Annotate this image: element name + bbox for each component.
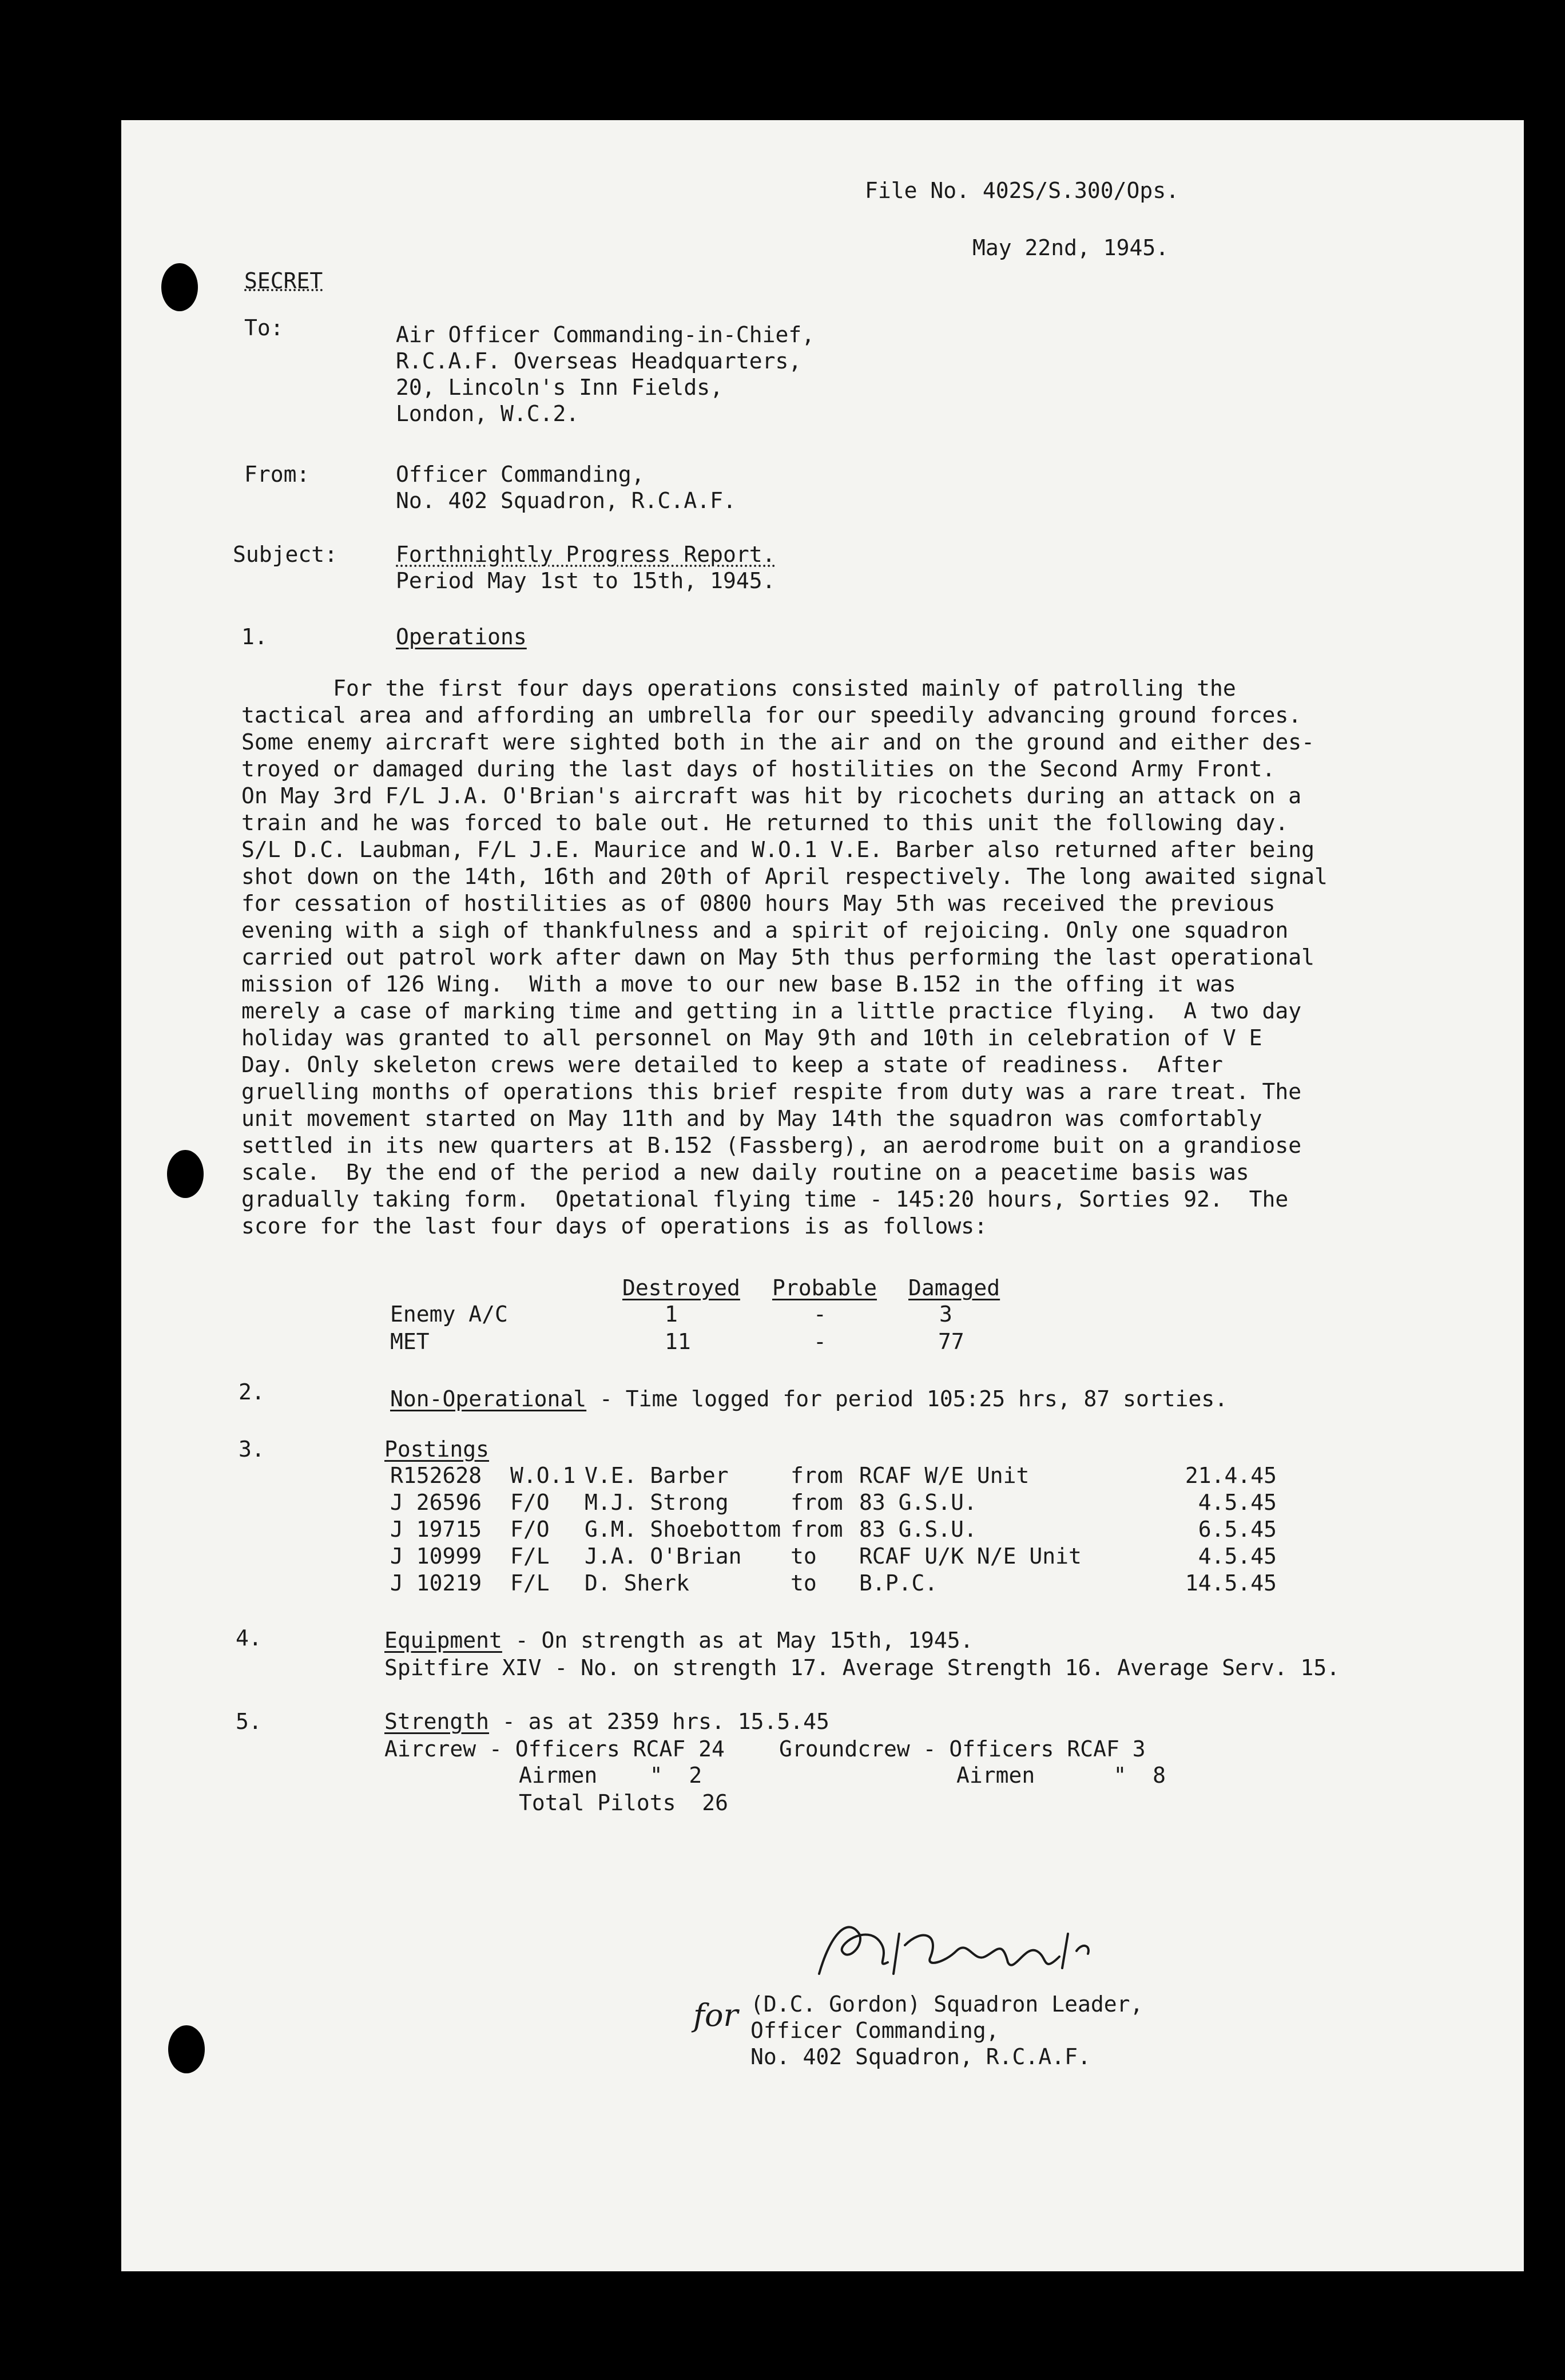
paragraph-line: troyed or damaged during the last days of hostilities on the Second Army Front. xyxy=(241,756,1276,782)
from-label: From: xyxy=(244,462,310,487)
document-date: May 22nd, 1945. xyxy=(972,235,1169,260)
from-line-2: No. 402 Squadron, R.C.A.F. xyxy=(396,488,736,513)
posting-unit: RCAF W/E Unit xyxy=(859,1463,1030,1488)
posting-direction: from xyxy=(791,1463,843,1488)
posting-date: 21.4.45 xyxy=(1185,1463,1277,1488)
posting-service-number: J 10999 xyxy=(390,1544,482,1569)
posting-service-number: J 26596 xyxy=(390,1490,482,1515)
paragraph-line: unit movement started on May 11th and by May 14th the squadron was comfortably xyxy=(241,1106,1262,1131)
section-4-text: - On strength as at May 15th, 1945. xyxy=(502,1628,974,1653)
paragraph-line: holiday was granted to all personnel on May 9th and 10th in celebration of V E xyxy=(241,1025,1262,1050)
total-pilots: Total Pilots 26 xyxy=(519,1790,729,1815)
posting-unit: RCAF U/K N/E Unit xyxy=(859,1544,1082,1569)
paragraph-line: settled in its new quarters at B.152 (Fassberg), an aerodrome buit on a grandiose xyxy=(241,1133,1302,1158)
section-3-heading: Postings xyxy=(384,1437,490,1462)
paragraph-line: for cessation of hostilities as of 0800 hours May 5th was received the previous xyxy=(241,891,1276,916)
paragraph-line: merely a case of marking time and getting in a little practice flying. A two day xyxy=(241,998,1302,1024)
section-2-number: 2. xyxy=(239,1379,265,1405)
punch-hole-bottom xyxy=(168,2025,205,2073)
posting-date: 4.5.45 xyxy=(1198,1544,1277,1569)
section-2-text: - Time logged for period 105:25 hrs, 87 sorties. xyxy=(586,1386,1228,1411)
score-cell: 3 xyxy=(939,1302,952,1327)
section-2-line xyxy=(390,1386,1228,1412)
paragraph-line: S/L D.C. Laubman, F/L J.E. Maurice and W.O.1 V.E. Barber also returned after being xyxy=(241,837,1314,862)
to-line-2: R.C.A.F. Overseas Headquarters, xyxy=(396,348,802,374)
posting-unit: 83 G.S.U. xyxy=(859,1490,977,1515)
to-line-3: 20, Lincoln's Inn Fields, xyxy=(396,375,723,400)
score-cell: 77 xyxy=(938,1329,964,1354)
signature-prefix: for xyxy=(693,1997,738,2033)
section-3-number: 3. xyxy=(239,1437,265,1462)
section-1-number: 1. xyxy=(241,624,268,649)
signatory-title: Officer Commanding, xyxy=(750,2018,999,2043)
posting-name: J.A. O'Brian xyxy=(585,1544,742,1569)
posting-rank: W.O.1 xyxy=(510,1463,576,1488)
subject-period: Period May 1st to 15th, 1945. xyxy=(396,568,776,593)
paragraph-line: mission of 126 Wing. With a move to our new base B.152 in the offing it was xyxy=(241,971,1236,997)
file-number: File No. 402S/S.300/Ops. xyxy=(865,178,1179,203)
posting-direction: to xyxy=(791,1570,817,1596)
posting-name: G.M. Shoebottom xyxy=(585,1517,781,1542)
paragraph-line: shot down on the 14th, 16th and 20th of April respectively. The long awaited signal xyxy=(241,864,1328,889)
from-line-1: Officer Commanding, xyxy=(396,462,645,487)
paragraph-line: On May 3rd F/L J.A. O'Brian's aircraft was hit by ricochets during an attack on a xyxy=(241,783,1302,808)
posting-service-number: R152628 xyxy=(390,1463,482,1488)
paragraph-line: tactical area and affording an umbrella for our speedily advancing ground forces. xyxy=(241,703,1302,728)
posting-name: D. Sherk xyxy=(585,1570,690,1596)
score-header-destroyed: Destroyed xyxy=(622,1275,740,1300)
posting-rank: F/L xyxy=(510,1570,550,1596)
groundcrew-officers: Groundcrew - Officers RCAF 3 xyxy=(779,1736,1146,1762)
posting-date: 4.5.45 xyxy=(1198,1490,1277,1515)
posting-direction: to xyxy=(791,1544,817,1569)
to-line-1: Air Officer Commanding-in-Chief, xyxy=(396,322,815,347)
score-cell: - xyxy=(813,1329,827,1354)
section-4-line-2: Spitfire XIV - No. on strength 17. Average Strength 16. Average Serv. 15. xyxy=(384,1655,1340,1680)
section-5-line-1 xyxy=(384,1708,829,1735)
score-header-probable: Probable xyxy=(772,1275,877,1300)
posting-unit: 83 G.S.U. xyxy=(859,1517,977,1542)
section-2-heading: Non-Operational xyxy=(390,1386,587,1411)
posting-service-number: J 10219 xyxy=(390,1570,482,1596)
section-4-heading: Equipment xyxy=(384,1628,502,1653)
section-4-line-1 xyxy=(384,1627,974,1653)
posting-rank: F/O xyxy=(510,1490,550,1515)
aircrew-airmen: Airmen " 2 xyxy=(519,1763,702,1788)
posting-rank: F/O xyxy=(510,1517,550,1542)
classification-stamp: SECRET xyxy=(244,268,323,293)
posting-service-number: J 19715 xyxy=(390,1517,482,1542)
posting-name: V.E. Barber xyxy=(585,1463,729,1488)
subject-title: Forthnightly Progress Report. xyxy=(396,542,776,567)
posting-date: 14.5.45 xyxy=(1185,1570,1277,1596)
paragraph-line: scale. By the end of the period a new daily routine on a peacetime basis was xyxy=(241,1160,1249,1185)
paragraph-line: gruelling months of operations this brief respite from duty was a rare treat. The xyxy=(241,1079,1302,1104)
paragraph-line: Day. Only skeleton crews were detailed to keep a state of readiness. After xyxy=(241,1052,1223,1077)
posting-rank: F/L xyxy=(510,1544,550,1569)
score-row-label: Enemy A/C xyxy=(390,1302,508,1327)
score-cell: 1 xyxy=(665,1302,678,1327)
signatory-unit: No. 402 Squadron, R.C.A.F. xyxy=(750,2044,1091,2069)
section-1-heading: Operations xyxy=(396,624,527,649)
section-5-number: 5. xyxy=(236,1709,262,1734)
paragraph-line: train and he was forced to bale out. He returned to this unit the following day. xyxy=(241,810,1289,835)
posting-name: M.J. Strong xyxy=(585,1490,729,1515)
score-header-damaged: Damaged xyxy=(908,1275,1000,1300)
posting-direction: from xyxy=(791,1517,843,1542)
paragraph-line: Some enemy aircraft were sighted both in the air and on the ground and either des- xyxy=(241,729,1314,755)
score-row-label: MET xyxy=(390,1329,430,1354)
posting-date: 6.5.45 xyxy=(1198,1517,1277,1542)
document-page xyxy=(121,120,1524,2271)
to-label: To: xyxy=(244,315,284,340)
section-5-text: - as at 2359 hrs. 15.5.45 xyxy=(489,1709,829,1734)
to-line-4: London, W.C.2. xyxy=(396,401,579,426)
signatory-name: (D.C. Gordon) Squadron Leader, xyxy=(750,1992,1143,2017)
punch-hole-middle xyxy=(167,1150,204,1198)
score-cell: - xyxy=(813,1302,827,1327)
paragraph-line: evening with a sigh of thankfulness and a spirit of rejoicing. Only one squadron xyxy=(241,918,1289,943)
section-4-number: 4. xyxy=(236,1625,262,1651)
section-5-heading: Strength xyxy=(384,1709,490,1734)
punch-hole-top xyxy=(161,263,198,311)
paragraph-line: carried out patrol work after dawn on May 5th thus performing the last operational xyxy=(241,945,1314,970)
groundcrew-airmen: Airmen " 8 xyxy=(956,1763,1166,1788)
handwritten-signature xyxy=(808,1911,1128,1985)
score-cell: 11 xyxy=(665,1329,691,1354)
subject-label: Subject: xyxy=(233,542,338,567)
aircrew-officers: Aircrew - Officers RCAF 24 xyxy=(384,1736,725,1762)
operations-paragraph xyxy=(241,675,1403,1240)
posting-unit: B.P.C. xyxy=(859,1570,938,1596)
paragraph-line: For the first four days operations consisted mainly of patrolling the xyxy=(241,676,1236,701)
paragraph-line: score for the last four days of operations is as follows: xyxy=(241,1213,988,1239)
paragraph-line: gradually taking form. Opetational flying time - 145:20 hours, Sorties 92. The xyxy=(241,1187,1289,1212)
posting-direction: from xyxy=(791,1490,843,1515)
